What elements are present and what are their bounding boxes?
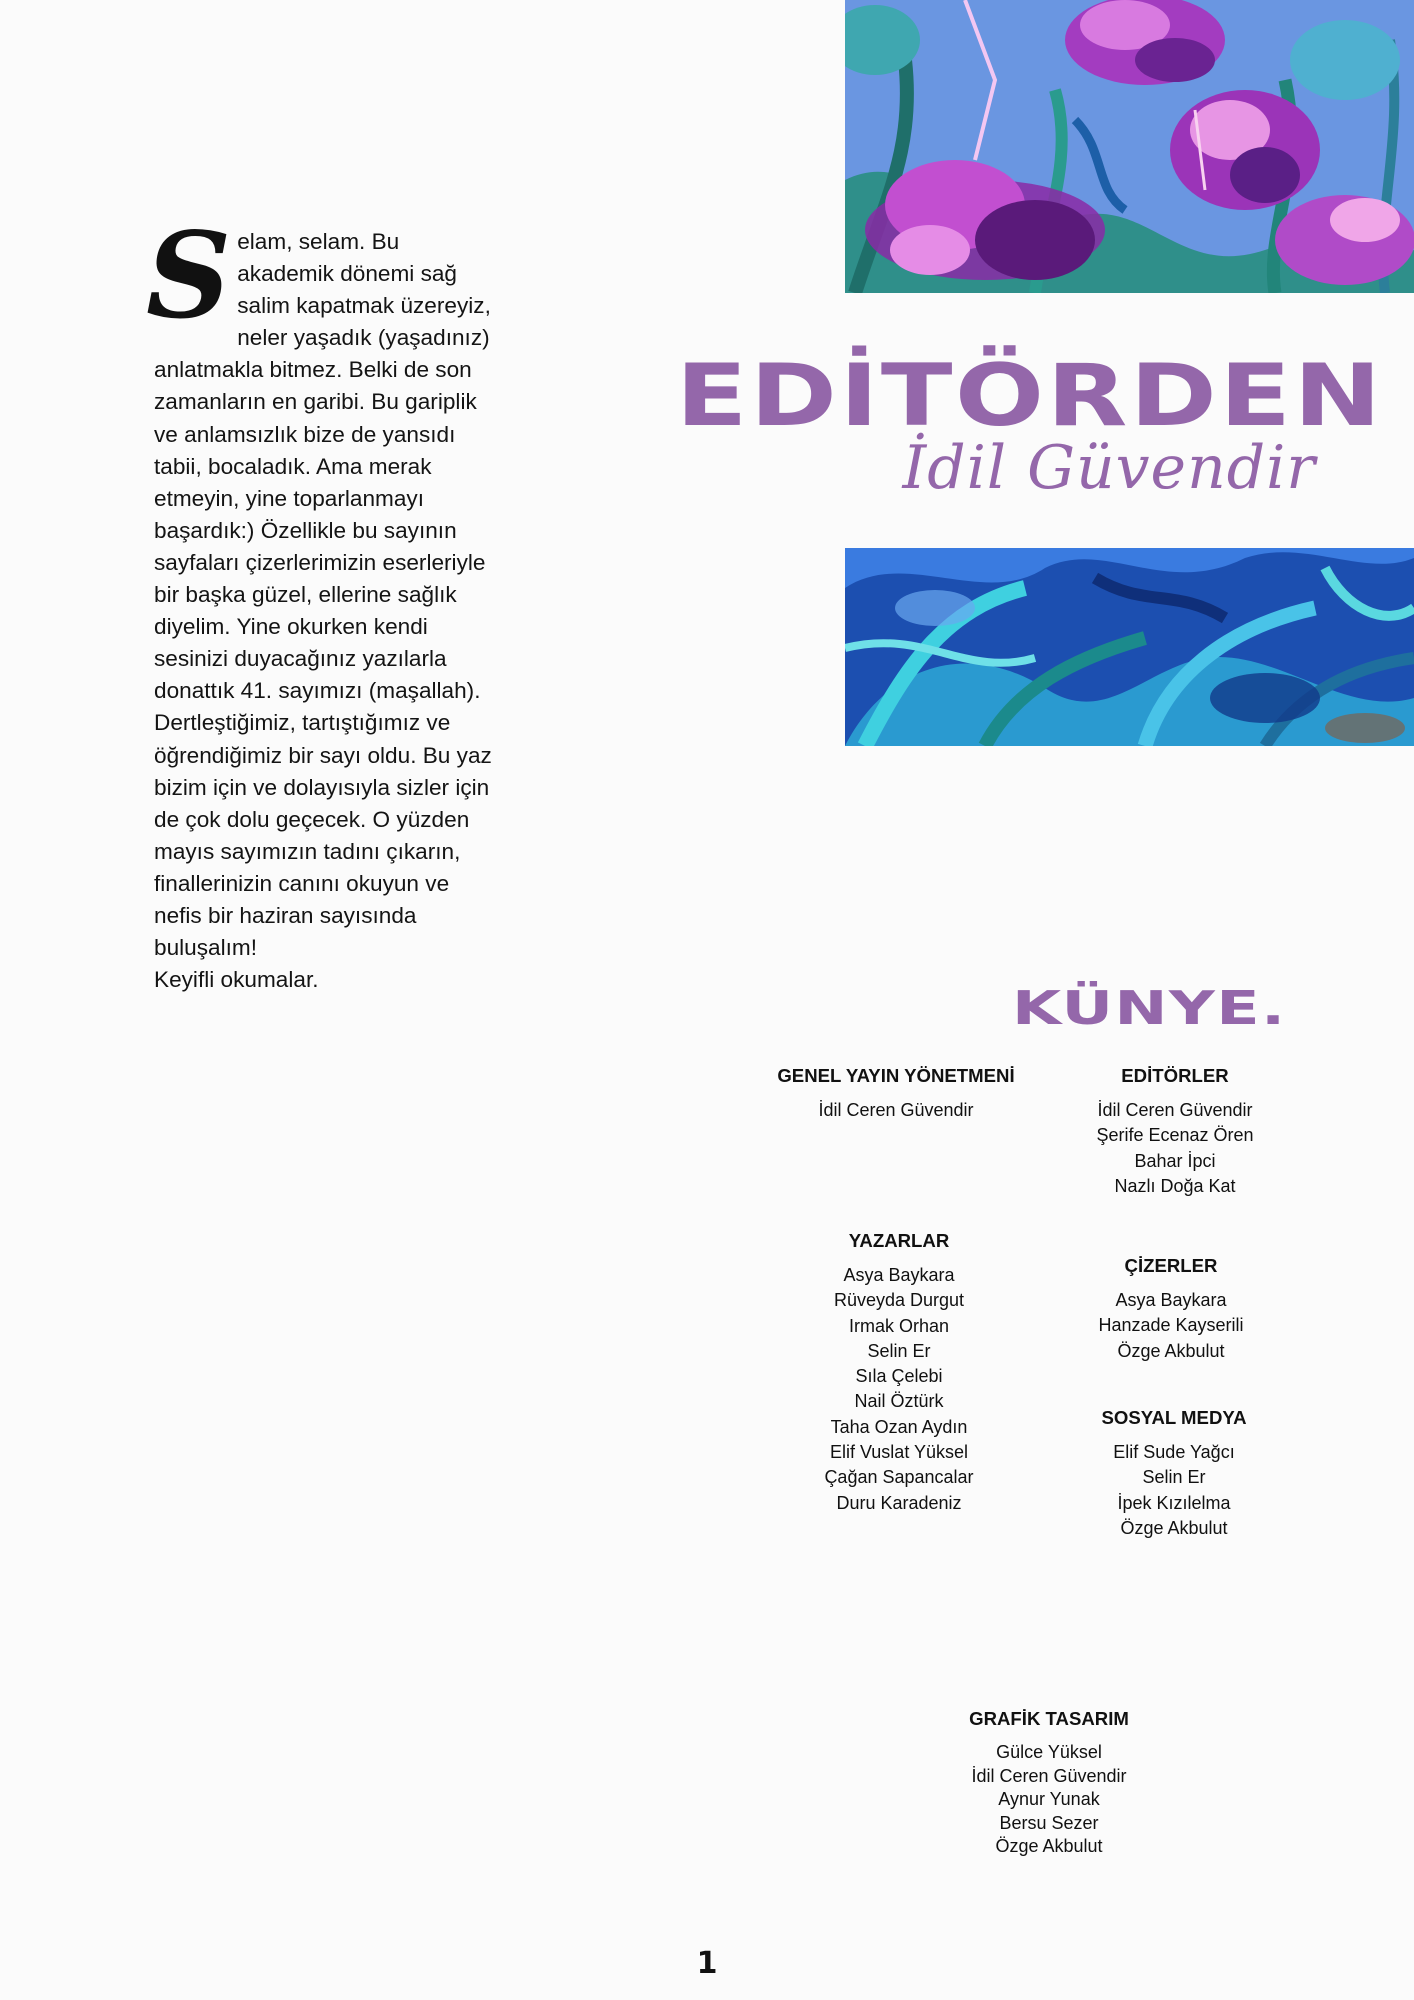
credit-cizerler bbox=[1068, 1254, 1274, 1364]
credit-name: Nail Öztürk bbox=[854, 1391, 944, 1412]
credit-sosyal-medya bbox=[1068, 1406, 1280, 1541]
credit-grafik-tasarim bbox=[943, 1707, 1155, 1859]
credit-name: Özge Akbulut bbox=[1117, 1340, 1225, 1361]
credit-name: Bahar İpci bbox=[1134, 1150, 1216, 1171]
credit-genel-yayin-yonetmeni bbox=[756, 1064, 1036, 1123]
iris-painting-bottom bbox=[845, 548, 1414, 746]
editorial-letter bbox=[146, 206, 494, 996]
credit-name: Aynur Yunak bbox=[998, 1789, 1100, 1809]
credit-name: Duru Karadeniz bbox=[836, 1492, 962, 1513]
credit-name: İdil Ceren Güvendir bbox=[818, 1100, 974, 1120]
credit-name: Selin Er bbox=[867, 1340, 931, 1361]
credit-name: Gülce Yüksel bbox=[996, 1742, 1102, 1762]
credit-heading: YAZARLAR bbox=[848, 1230, 950, 1251]
credit-name: Özge Akbulut bbox=[995, 1836, 1103, 1856]
credit-name: Elif Vuslat Yüksel bbox=[829, 1442, 969, 1463]
credit-name: Selin Er bbox=[1142, 1467, 1206, 1488]
editorial-body: elam, selam. Bu akademik dönemi sağ salim kapatmak üzereyiz, neler yaşadık (yaşadınız) anlatmakla bitmez. Belki de son zamanların en garibi. Bu gariplik ve anlamsızlık bize de yansıdı tabii, bocaladık. Ama merak etmeyin, yine toparlanmayı başardık:) Özellikle bu sayının sayfaları çizerlerimizin eserleriyle bir başka güzel, ellerine sağlık diyelim. Yine okurken kendi sesinizi duyacağınız yazılarla donattık 41. sayımızı (maşallah). Dertleştiğimiz, tartıştığımız ve öğrendiğimiz bir sayı oldu. Bu yaz bizim için ve dolayısıyla sizler için de çok dolu geçecek. O yüzden mayıs sayımızın tadını çıkarın, finallerinizin canını okuyun ve nefis bir haziran sayısında buluşalım! bbox=[154, 229, 492, 961]
editorial-closing: Keyifli okumalar. bbox=[154, 967, 319, 993]
credit-heading: EDİTÖRLER bbox=[1121, 1065, 1229, 1086]
credit-name: Taha Ozan Aydın bbox=[830, 1416, 968, 1437]
page-number: 1 bbox=[696, 1946, 718, 1981]
credit-heading: GENEL YAYIN YÖNETMENİ bbox=[777, 1065, 1015, 1086]
credit-name: Özge Akbulut bbox=[1120, 1517, 1228, 1538]
credit-name: İdil Ceren Güvendir bbox=[971, 1765, 1127, 1786]
credit-name: Nazlı Doğa Kat bbox=[1114, 1175, 1236, 1196]
credit-name: Şerife Ecenaz Ören bbox=[1096, 1125, 1254, 1146]
credit-yazarlar bbox=[770, 1229, 1028, 1516]
credit-name: Hanzade Kayserili bbox=[1098, 1315, 1244, 1336]
credit-name: Irmak Orhan bbox=[848, 1315, 950, 1336]
page-title: EDİTÖRDEN bbox=[675, 346, 1384, 446]
credit-name: Bersu Sezer bbox=[999, 1812, 1099, 1833]
kunye-title: KÜNYE. bbox=[1012, 981, 1287, 1035]
credit-name: İpek Kızılelma bbox=[1117, 1492, 1231, 1513]
credit-name: Asya Baykara bbox=[1115, 1290, 1227, 1310]
credit-name: Rüveyda Durgut bbox=[833, 1290, 965, 1311]
credit-name: Elif Sude Yağcı bbox=[1113, 1442, 1235, 1462]
credit-name: Sıla Çelebi bbox=[855, 1366, 943, 1387]
iris-painting-top bbox=[845, 0, 1414, 293]
credit-heading: ÇİZERLER bbox=[1124, 1255, 1218, 1276]
credit-name: İdil Ceren Güvendir bbox=[1097, 1100, 1253, 1120]
credit-heading: GRAFİK TASARIM bbox=[969, 1708, 1129, 1729]
drop-cap: S bbox=[146, 206, 232, 345]
author-byline: İdil Güvendir bbox=[902, 433, 1316, 503]
credit-heading: SOSYAL MEDYA bbox=[1101, 1407, 1247, 1428]
credit-name: Çağan Sapancalar bbox=[824, 1467, 974, 1488]
credit-editorler bbox=[1068, 1064, 1282, 1199]
credit-name: Asya Baykara bbox=[843, 1265, 955, 1285]
